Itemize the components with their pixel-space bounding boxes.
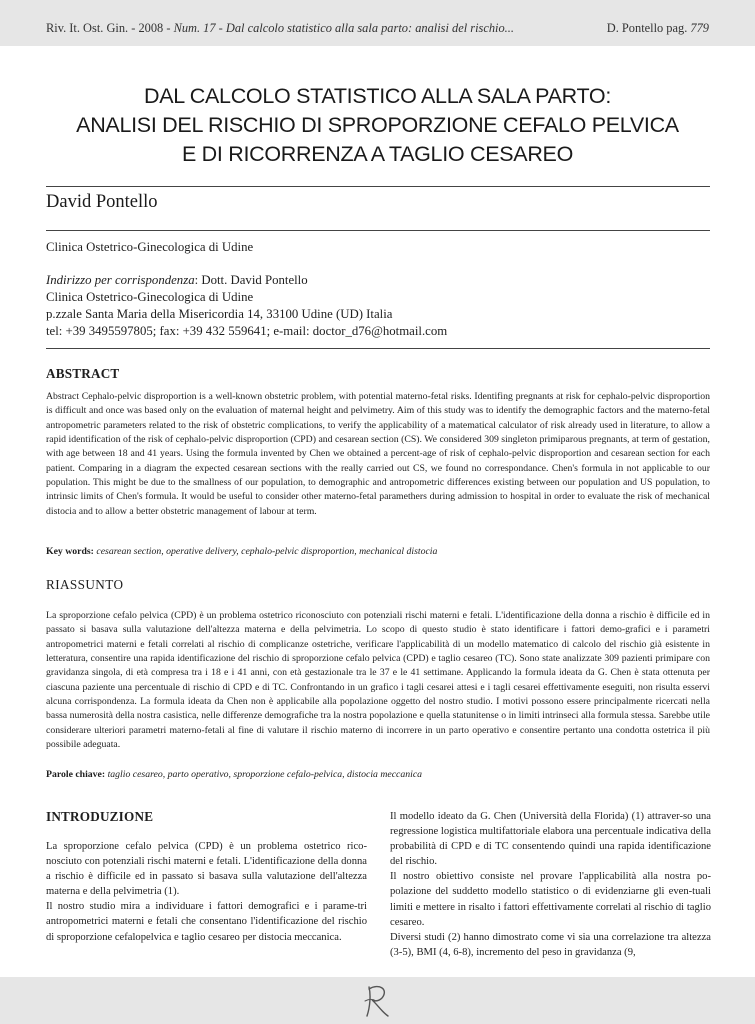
- title-line-2: ANALISI DEL RISCHIO DI SPROPORZIONE CEFALO PELVICA: [76, 113, 679, 137]
- correspondence-block: [46, 272, 447, 340]
- page-number: 779: [690, 21, 709, 35]
- correspondence-label: Indirizzo per corrispondenza: [46, 273, 195, 287]
- journal-citation: Riv. It. Ost. Gin. - 2008 -: [46, 21, 174, 35]
- divider-rule: [46, 348, 710, 349]
- affiliation: Clinica Ostetrico-Ginecologica di Udine: [46, 240, 254, 254]
- parole-chiave-list: taglio cesareo, parto operativo, sproporzione cefalo-pelvica, distocia meccanica: [105, 769, 423, 780]
- correspondence-contacts: tel: +39 3495597805; fax: +39 432 559641; e-mail: doctor_d76@hotmail.com: [46, 324, 448, 338]
- intro-left-column: [46, 839, 367, 945]
- keywords-label: Key words:: [46, 546, 94, 557]
- riassunto-heading: RIASSUNTO: [46, 577, 124, 592]
- intro-paragraph: Il nostro obiettivo consiste nel provare l'applicabilità alla nostra po-polazione del suddetto modello statistico o di evidenziarne gli even-tuali limiti e mettere in risalto i fattori effettivamente correlati al rischio di taglio cesareo.: [390, 871, 711, 928]
- correspondence-name: : Dott. David Pontello: [194, 273, 308, 287]
- keywords-list: cesarean section, operative delivery, cephalo-pelvic disproportion, mechanical distocia: [93, 546, 438, 557]
- correspondence-address: p.zzale Santa Maria della Misericordia 14, 33100 Udine (UD) Italia: [46, 307, 393, 321]
- correspondence-institution: Clinica Ostetrico-Ginecologica di Udine: [46, 290, 254, 304]
- divider-rule: [46, 186, 710, 187]
- abstract-heading: ABSTRACT: [46, 366, 120, 381]
- title-line-1: DAL CALCOLO STATISTICO ALLA SALA PARTO:: [143, 84, 612, 108]
- riassunto-body: La sproporzione cefalo pelvica (CPD) è un problema ostetrico riconosciuto con potenziali rischi materni e fetali. L'identificazione della donna a rischio è difficile ed in passato si basava sulla valutazione dell'altezza materna e della pelvimetria. Lo scopo di questo studio è stato identificare i fattori demo-grafici e i parametri antropometrici materni e fetali correlati al rischio di complicanze ostetriche, verificare l'applicabilità di un modello matematico di calcolo del rischio già esistente in letteratura, consentire una rapida identificazione del rischio di sproporzione cefalo pelvica (CPD) e taglio cesareo (TC). Sono state analizzate 309 pazienti primipare con gravidanza singola, di età compresa tra i 18 e i 41 anni, con età gestazionale tra le 37 e le 41 settimane. Applicando la formula ideata da G. Chen è stata ottenuta per ciascuna paziente una percentuale di rischio di CPD e di TC. Confrontando in un grafico i tagli cesarei attesi e i tagli cesarei effettivamente eseguiti, non risulta esservi alcuna corrispondenza. La formula ideata da Chen non è applicabile alla popolazione oggetto del nostro studio. I motivi possono essere principalmente ricercati nella bassa numerosità della nostra casistica, nelle differenze demografiche tra la nostra popolazione e quella statunitense o in limiti intrinseci alla formula stessa. Sarebbe utile considerare ulteriori parametri materno-fetali al fine di valutare il rischio materno di incorrere in un parto operativo e consentire pertanto una condotta ostetrica il più possibile adeguata.: [46, 610, 710, 751]
- issue-and-short-title: Num. 17 - Dal calcolo statistico alla sala parto: analisi del rischio...: [173, 21, 514, 35]
- intro-right-column: [390, 809, 711, 960]
- running-header-journal: [46, 21, 514, 36]
- running-header-page: [607, 21, 709, 36]
- intro-paragraph: Il nostro studio mira a individuare i fattori demografici e i parame-tri antropometrici materni e fetali che consentano l'identificazione del rischio di sproporzione cefalopelvica e taglio cesareo per distocia meccanica.: [46, 901, 367, 943]
- author-page-label: D. Pontello pag.: [606, 21, 691, 35]
- article-title: [46, 82, 709, 169]
- divider-rule: [46, 230, 710, 231]
- journal-logo-icon: [361, 981, 393, 1021]
- parole-chiave-label: Parole chiave:: [46, 769, 106, 780]
- abstract-keywords: [46, 545, 710, 559]
- intro-paragraph: Il modello ideato da G. Chen (Università della Florida) (1) attraver-so una regressione logistica multifattoriale elabora una percentuale indicativa della probabilità di CPD e di TC consentendo quindi una rapida identificazione del rischio.: [390, 811, 711, 868]
- intro-paragraph: Diversi studi (2) hanno dimostrato come vi sia una correlazione tra altezza (3-5), BMI (4, 6-8), incremento del peso in gravidanza (9,: [390, 931, 711, 958]
- intro-paragraph: La sproporzione cefalo pelvica (CPD) è un problema ostetrico rico-nosciuto con potenziali rischi materni e fetali. L'identificazione della donna a rischio è difficile ed in passato si basava sulla valutazione dell'altezza materna e della pelvimetria (1).: [46, 841, 367, 898]
- riassunto-keywords: [46, 768, 710, 782]
- title-line-3: E DI RICORRENZA A TAGLIO CESAREO: [181, 142, 574, 166]
- author-name: David Pontello: [46, 192, 158, 212]
- abstract-body: Abstract Cephalo-pelvic disproportion is a well-known obstetric problem, with potential materno-fetal risks. Identifing pregnants at risk for cephalo-pelvic disproportion is difficult and once was based only on the evaluation of maternal height and pelvimetry. Aim of this study was to identify the demographic factors and the materno-fetal antropometric parameters related to the risk of obstetric complications, to verify the applicability of a matematical calculator of risk already used in literature, to allow a rapid identification of the risk of cephalo-pelvic disproportion (CPD) and cesarean section (CS). We considered 309 singleton primiparous pregnants, at term of gestation, with age between 18 and 41 years. Using the formula invented by Chen we obtained a percent-age of risk of cephalo-pelvic disproportion and cesarean section for each patient. Comparing in a diagram the expected cesarean sections with the really carried out CS, we found no correspondance. Chen's formula in not applicable to our population. This might be due to the smallness of our population, to demographic and antropometric differences existing between our population and US population, to intrinsic limits of Chen's formula. It would be useful to consider other materno-fetal paramethers during admission to hospital in order to evaluate the risk of mechanical distocia and to allow a better obstetric management of labour at term.: [46, 391, 710, 517]
- introduzione-heading: INTRODUZIONE: [46, 809, 154, 824]
